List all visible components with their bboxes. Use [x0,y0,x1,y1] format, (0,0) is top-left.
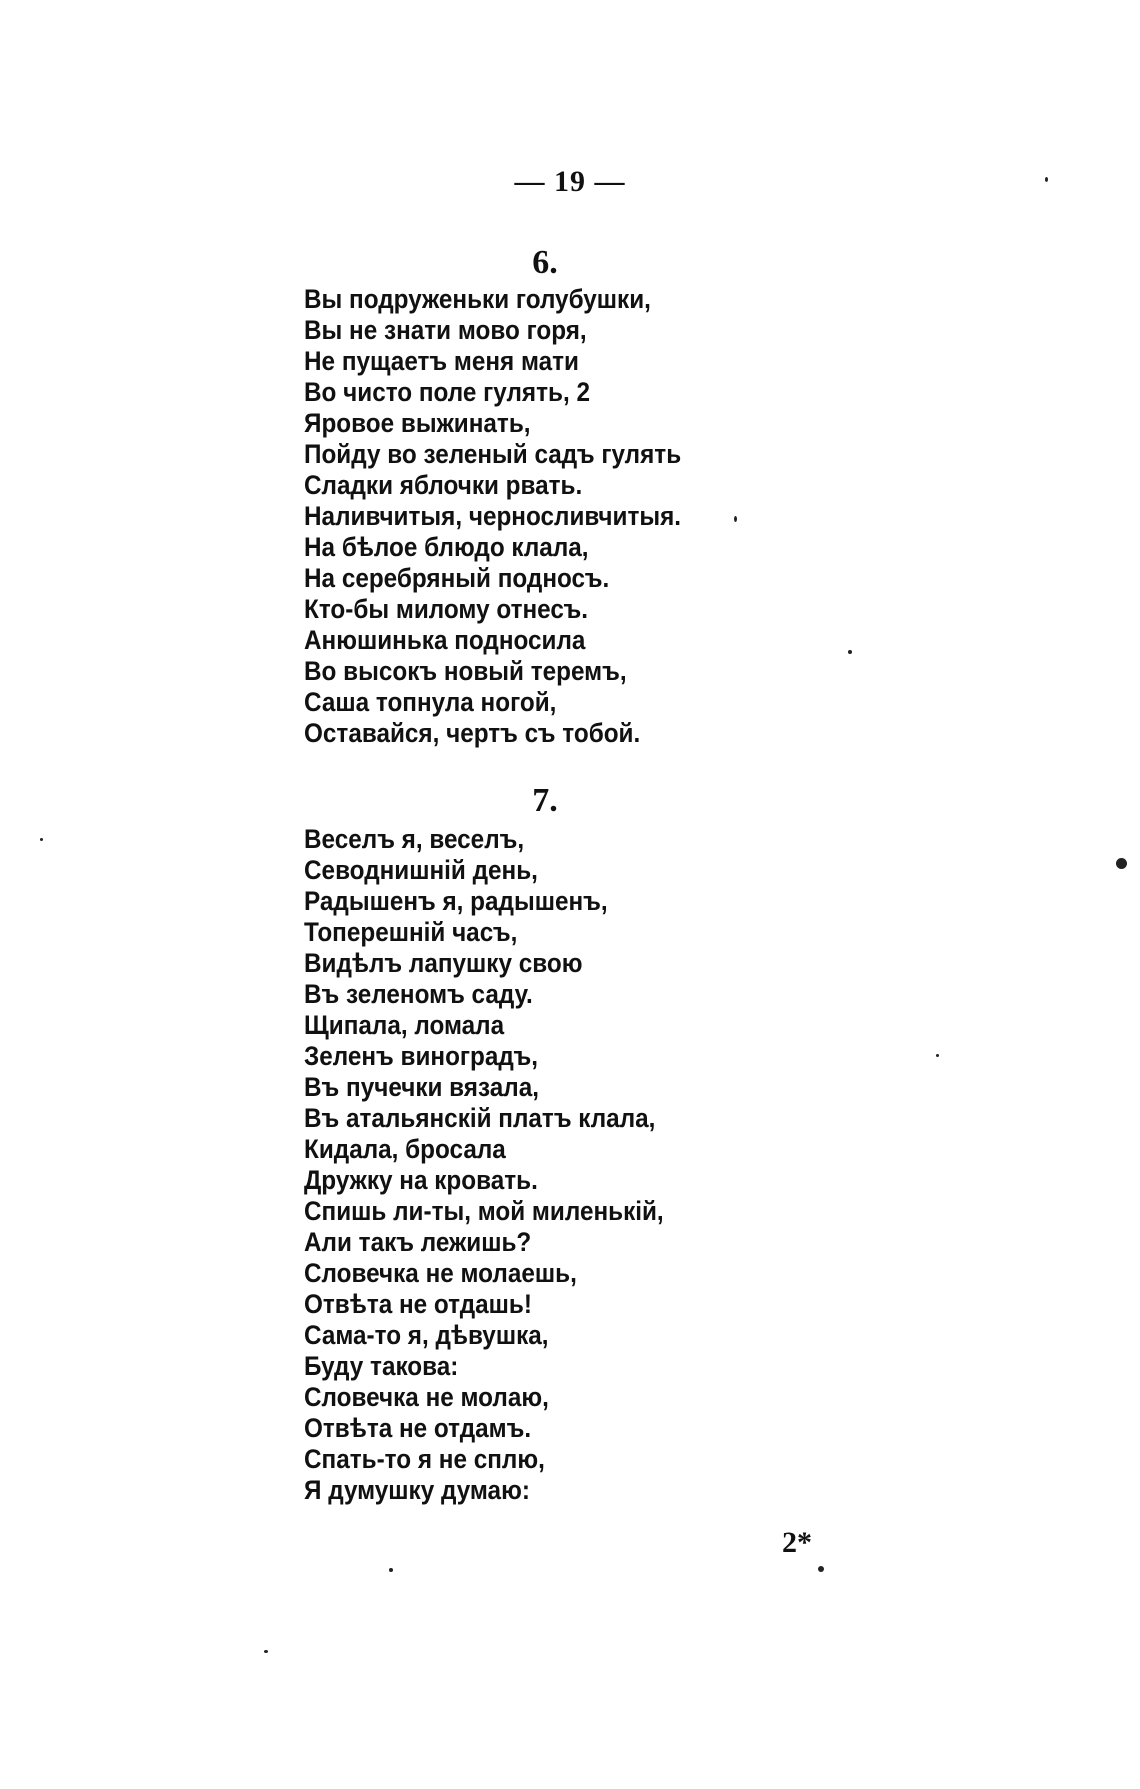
poem-line: Спать-то я не сплю, [304,1444,545,1474]
scan-speck [264,1650,268,1653]
poem-line: Сладки яблочки рвать. [304,470,583,500]
poem-line: Словечка не молаю, [304,1382,549,1412]
poem-line: Отвѣта не отдашь! [304,1289,532,1319]
scan-speck [1045,177,1048,182]
poem-line: На серебряный подносъ. [304,563,610,593]
poem-line: Зеленъ виноградъ, [304,1041,538,1071]
poem-line: Словечка не молаешь, [304,1258,577,1288]
poem-text [304,284,681,749]
poem-line: Веселъ я, веселъ, [304,824,525,854]
poem-line: Севоднишній день, [304,855,538,885]
scan-speck [848,650,852,654]
scan-speck [389,1568,393,1572]
poem-line: Отвѣта не отдамъ. [304,1413,532,1443]
poem-line: Оставайся, чертъ съ тобой. [304,718,641,748]
poem-line: Вы подруженьки голубушки, [304,284,651,314]
poem-line: Саша топнула ногой, [304,687,557,717]
poem-line: Во высокъ новый теремъ, [304,656,627,686]
scan-speck [734,516,737,522]
poem-line: Наливчитыя, черносливчитыя. [304,501,682,531]
poem-line: Топерешній часъ, [304,917,518,947]
poem-line: На бѣлое блюдо клала, [304,532,589,562]
poem-line: Я думушку думаю: [304,1475,530,1505]
poem-line: Буду такова: [304,1351,459,1381]
poem-line: Пойду во зеленый садъ гулять [304,439,682,469]
scan-speck [1116,858,1127,869]
poem-line: Спишь ли-ты, мой миленькій, [304,1196,664,1226]
poem-number: 6. [532,244,558,281]
signature-mark: 2* [782,1526,812,1559]
poem-number: 7. [532,782,558,819]
poem-line: Въ зеленомъ саду. [304,979,533,1009]
poem-line: Кидала, бросала [304,1134,506,1164]
poem-line: Не пущаетъ меня мати [304,346,579,376]
scan-speck [40,838,43,841]
poem-line: Въ пучечки вязала, [304,1072,539,1102]
poem-line: Сама-то я, дѣвушка, [304,1320,549,1350]
scan-speck [818,1566,824,1572]
poem-line: Кто-бы милому отнесъ. [304,594,589,624]
poem-line: Вы не знати мово горя, [304,315,587,345]
poem-line: Въ атальянскій платъ клала, [304,1103,656,1133]
poem-line: Радышенъ я, радышенъ, [304,886,608,916]
poem-line: Анюшинька подносила [304,625,586,655]
poem-line: Дружку на кровать. [304,1165,538,1195]
poem-text [304,824,664,1506]
poem-line: Али такъ лежишь? [304,1227,532,1257]
poem-line: Щипала, ломала [304,1010,505,1040]
poem-line: Яровое выжинать, [304,408,531,438]
page-number: — 19 — [514,165,626,198]
scan-speck [936,1054,939,1057]
poem-line: Во чисто поле гулять, 2 [304,377,590,407]
poem-line: Видѣлъ лапушку свою [304,948,583,978]
